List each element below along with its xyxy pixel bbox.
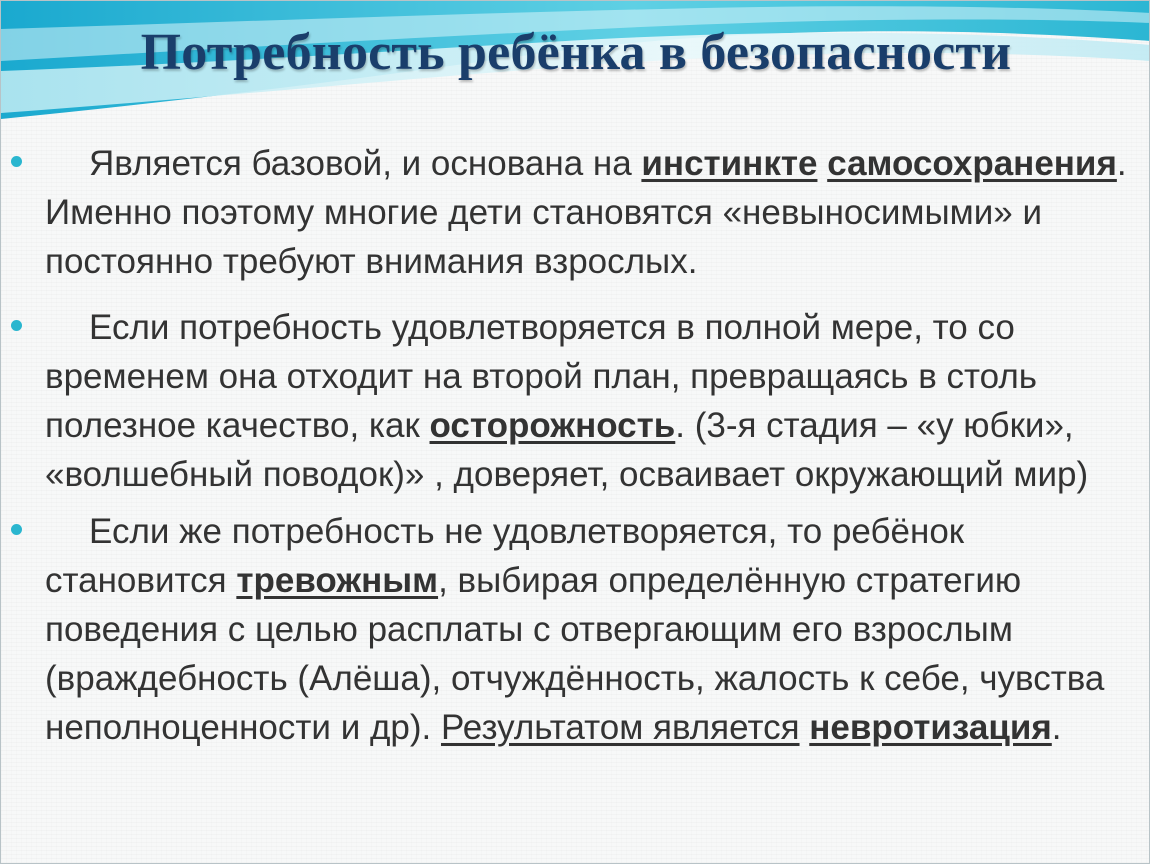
bullet-1: [45, 139, 1135, 286]
bullet-3-text-a: Если же потребность не удовлетворяется, то ребёнок становится: [45, 512, 965, 600]
bullet-1-text-a: Является базовой, и основана на: [89, 144, 642, 183]
bullet-2-text-a: Если потребность удовлетворяется в полной мере, то со временем она отходит на второй план, превращаясь в столь полезное качество, как: [45, 308, 1038, 445]
bullet-2-caution: осторожность: [429, 406, 676, 445]
bullet-dot-3: [11, 524, 22, 535]
bullet-3-text-b: , выбирая определённую стратегию поведения с целью расплаты с отвергающим его взрослым (враждебность (Алёша), отчуждённость, жалость к себе, чувства неполноценности и др).: [45, 561, 1105, 747]
bullet-3-result: Результатом является: [440, 708, 800, 747]
bullet-dot-1: [11, 156, 22, 167]
bullet-3-neurotization: невротизация: [809, 708, 1052, 747]
bullet-2-text-b: . (3-я стадия – «у юбки», «волшебный поводок)» , доверяет, осваивает окружающий мир): [45, 406, 1089, 494]
bullet-2: [45, 303, 1135, 499]
bullet-1-text-b: . Именно поэтому многие дети становятся «невыносимыми» и постоянно требуют внимания взрослых.: [45, 144, 1127, 281]
bullet-3: [45, 507, 1135, 752]
slide-title: Потребность ребёнка в безопасности: [140, 24, 1012, 81]
bullet-3-end: .: [1051, 708, 1062, 747]
bullet-dot-2: [11, 320, 22, 331]
bullet-1-instinct: инстинкте: [641, 144, 818, 183]
bullet-1-self-preservation: самосохранения: [827, 144, 1117, 183]
bullet-3-anxious: тревожным: [236, 561, 439, 600]
